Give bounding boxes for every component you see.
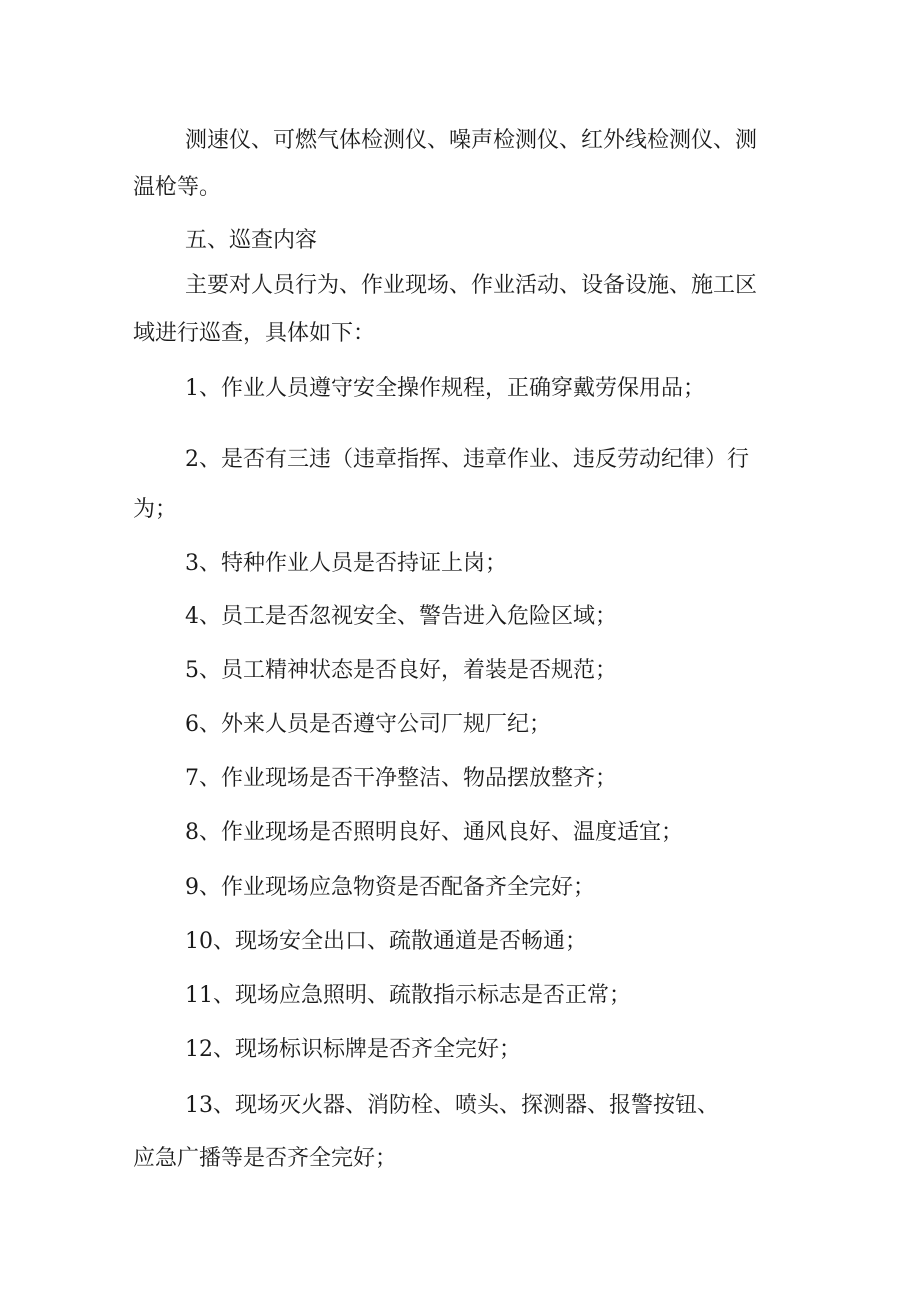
list-item-8: 8、作业现场是否照明良好、通风良好、温度适宜； — [185, 820, 683, 845]
list-item-3: 3、特种作业人员是否持证上岗； — [185, 551, 507, 576]
list-item-12: 12、现场标识标牌是否齐全完好； — [185, 1037, 521, 1062]
list-item-5: 5、员工精神状态是否良好，着装是否规范； — [185, 658, 617, 683]
list-item-7: 7、作业现场是否干净整洁、物品摆放整齐； — [185, 766, 617, 791]
list-item-1: 1、作业人员遵守安全操作规程，正确穿戴劳保用品； — [185, 376, 705, 401]
list-item-2-line-1: 2、是否有三违（违章指挥、违章作业、违反劳动纪律）行 — [185, 447, 749, 472]
list-item-13-line-2: 应急广播等是否齐全完好； — [133, 1146, 398, 1171]
intro-line-2: 温枪等。 — [133, 175, 222, 200]
intro-line-1: 测速仪、可燃气体检测仪、噪声检测仪、红外线检测仪、测 — [185, 128, 758, 153]
list-item-13-line-1: 13、现场灭火器、消防栓、喷头、探测器、报警按钮、 — [185, 1093, 719, 1118]
section-heading: 五、巡查内容 — [185, 228, 318, 253]
list-item-11: 11、现场应急照明、疏散指示标志是否正常； — [185, 983, 631, 1008]
section-intro-line-2: 域进行巡查，具体如下： — [133, 321, 376, 346]
list-item-10: 10、现场安全出口、疏散通道是否畅通； — [185, 929, 587, 954]
section-intro-line-1: 主要对人员行为、作业现场、作业活动、设备设施、施工区 — [185, 273, 758, 298]
list-item-9: 9、作业现场应急物资是否配备齐全完好； — [185, 875, 595, 900]
list-item-4: 4、员工是否忽视安全、警告进入危险区域； — [185, 604, 617, 629]
list-item-6: 6、外来人员是否遵守公司厂规厂纪； — [185, 712, 551, 737]
list-item-2-line-2: 为； — [133, 497, 178, 522]
